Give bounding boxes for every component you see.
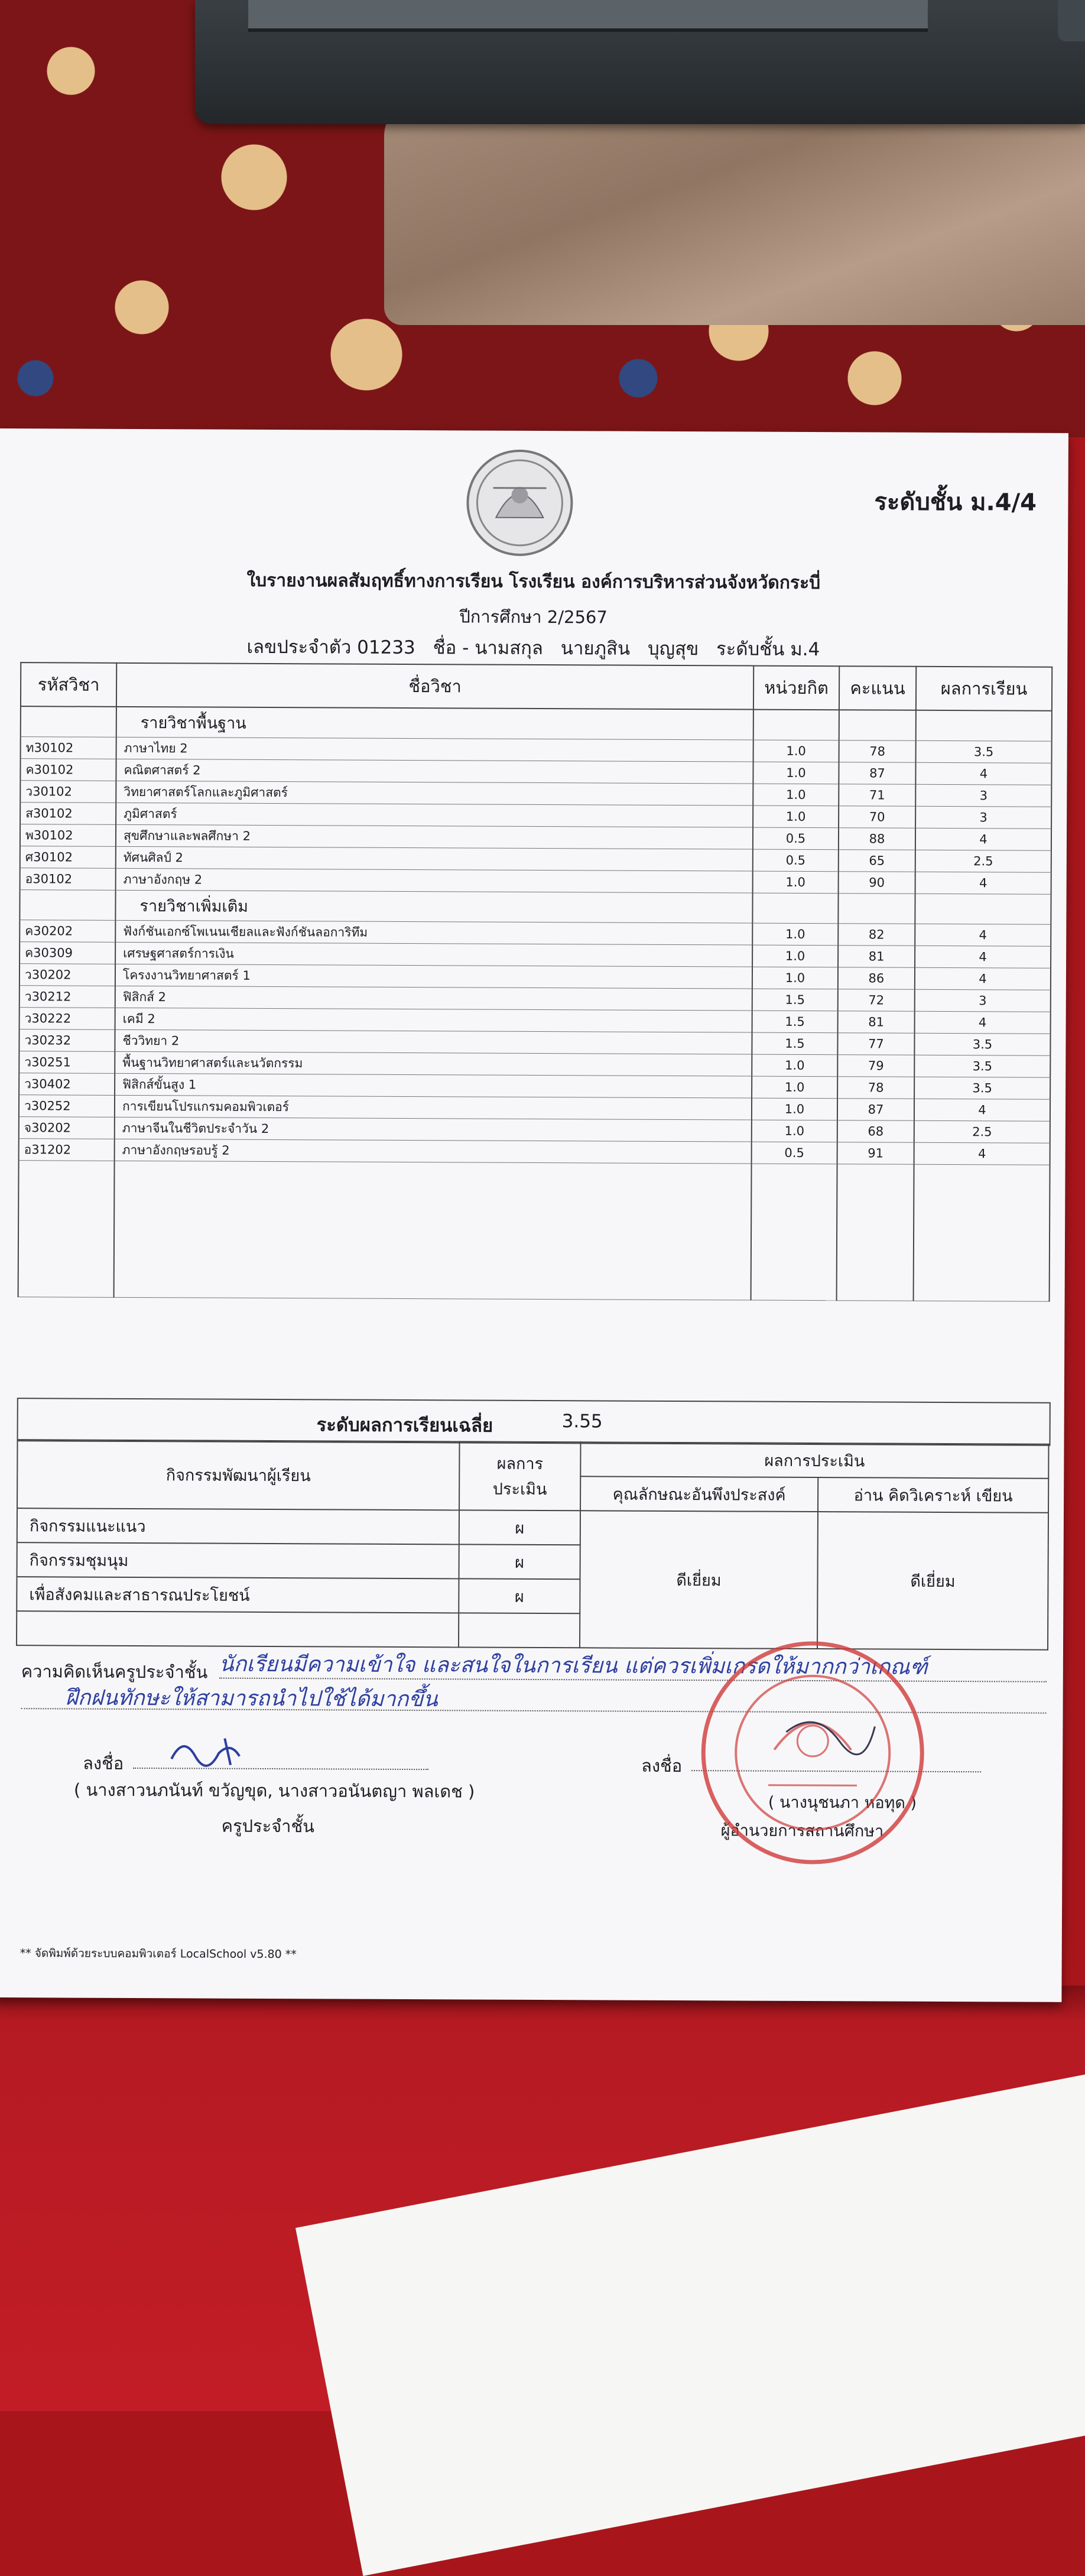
report-title: ใบรายงานผลสัมฤทธิ์ทางการเรียน โรงเรียน องค์การบริหารส่วนจังหวัดกระบี่ [246,570,821,594]
subject-credit: 1.5 [752,1032,837,1055]
subject-name: ภาษาไทย 2 [116,737,753,762]
report-card [0,428,1068,2002]
subject-credit: 1.0 [753,871,839,894]
subject-credit: 1.0 [752,1054,837,1077]
subject-name: โครงงานวิทยาศาสตร์ 1 [115,964,752,989]
subject-name: ทัศนศิลป์ 2 [116,846,753,871]
subject-name: คณิตศาสตร์ 2 [116,759,753,784]
subject-grade: 3 [915,806,1051,829]
subject-score: 91 [837,1142,914,1165]
subject-score: 90 [839,872,915,894]
subject-code: ว30212 [20,986,115,1008]
student-id: เลขประจำตัว 01233 [246,636,415,659]
subject-grade: 3 [915,784,1051,807]
gpa-value: 3.55 [561,1411,603,1432]
subject-score: 88 [839,828,915,850]
teacher-signature-icon [165,1729,260,1771]
gpa-label: ระดับผลการเรียนเฉลี่ย [316,1414,493,1437]
subject-grade: 3.5 [914,1033,1050,1055]
subject-score: 87 [837,1099,914,1121]
subject-score: 70 [839,806,915,829]
subject-code: อ30102 [20,868,116,891]
header-result: ผลการเรียน [916,667,1052,711]
subject-name: สุขศึกษาและพลศึกษา 2 [116,824,753,849]
subject-credit: 1.0 [753,762,839,784]
fabric-sack [384,100,1085,325]
name-label: ชื่อ - นามสกุล [433,637,544,660]
director-sign-label: ลงชื่อ [641,1755,683,1776]
subject-code: ว30232 [19,1029,115,1052]
remark-label: ความคิดเห็นครูประจำชั้น [21,1661,208,1682]
subject-score: 78 [837,1077,914,1099]
group-title: รายวิชาเพิ่มเติม [115,890,752,923]
reading-result: ดีเยี่ยม [817,1512,1048,1650]
teacher-role: ครูประจำชั้น [221,1815,315,1837]
subject-score: 72 [838,989,915,1012]
activity-header: กิจกรรมพัฒนาผู้เรียน [17,1440,459,1510]
subject-code: ค30102 [20,759,116,781]
subject-credit: 1.0 [752,1120,837,1142]
subject-credit: 1.5 [752,989,838,1011]
activity-eval-header: ผลการประเมิน [459,1441,581,1510]
subject-credit: 0.5 [753,827,839,850]
grades-header-row [21,662,1052,711]
header-code: รหัสวิชา [21,662,116,707]
subject-name: ภาษาจีนในชีวิตประจำวัน 2 [115,1117,752,1142]
remark-handwriting-line1: นักเรียนมีความเข้าใจ และสนใจในการเรียน แต่ควรเพิ่มเกรดให้มากกว่าเกณฑ์ [219,1652,928,1680]
subject-name: เศรษฐศาสตร์การเงิน [115,942,752,967]
reading-column-header: อ่าน คิดวิเคราะห์ เขียน [818,1477,1048,1513]
subject-name: ภูมิศาสตร์ [116,803,753,827]
subject-grade: 4 [915,872,1051,894]
subject-grade: 4 [915,924,1051,946]
subject-score: 68 [837,1120,914,1143]
subject-credit: 1.0 [752,923,838,946]
subject-score: 78 [839,740,916,763]
subject-score: 86 [838,967,915,990]
subject-name: วิทยาศาสตร์โลกและภูมิศาสตร์ [116,781,753,805]
subject-code: ว30102 [20,781,116,803]
trait-result: ดีเยี่ยม [580,1510,818,1649]
subject-score: 65 [839,850,915,872]
subject-score: 82 [838,924,915,946]
subject-code: ว30202 [20,964,115,986]
subject-name: ฟิสิกส์ขั้นสูง 1 [115,1073,752,1098]
activity-result: ผ [459,1544,580,1579]
subject-grade: 3.5 [914,1077,1050,1099]
subject-credit: 0.5 [752,1142,837,1164]
header-score: คะแนน [839,666,916,710]
school-emblem-icon [460,446,579,559]
subject-code: ว30252 [19,1095,115,1118]
student-surname: บุญสุข [647,638,699,660]
subject-code: ค30202 [20,920,115,943]
student-name: นายภูสิน [560,638,631,660]
student-level: ระดับชั้น ม.4 [716,638,820,661]
subject-code: ว30402 [19,1073,115,1096]
subject-name: การเขียนโปรแกรมคอมพิวเตอร์ [115,1095,752,1120]
director-name: ( นางนุชนภา หอทุด ) [768,1793,917,1812]
subject-score: 81 [838,946,915,968]
group-title: รายวิชาพื้นฐาน [116,707,753,740]
subject-grade: 4 [914,1142,1050,1165]
activities-table [16,1439,1050,1651]
student-info [0,631,1067,665]
subject-score: 87 [839,762,915,785]
empty-rows [18,1161,1050,1302]
subject-name: ฟิสิกส์ 2 [115,986,752,1011]
subject-name: พื้นฐานวิทยาศาสตร์และนวัตกรรม [115,1051,752,1076]
gpa-row [17,1398,1051,1446]
activity-name: เพื่อสังคมและสาธารณประโยชน์ [17,1577,459,1613]
subject-grade: 4 [915,762,1051,785]
academic-year: ปีการศึกษา 2/2567 [459,606,608,628]
subject-grade: 3.5 [916,740,1052,763]
group-row [20,890,1051,925]
subject-code: จ30202 [19,1117,115,1139]
subject-code: ว30251 [19,1051,115,1074]
group-row [21,706,1052,741]
subject-name: ภาษาอังกฤษ 2 [116,868,753,893]
subject-code: อ31202 [19,1139,115,1161]
subject-grade: 3 [915,989,1051,1012]
header-credit: หน่วยกิต [753,666,839,710]
subject-credit: 1.0 [753,805,839,828]
subject-code: ค30309 [20,942,115,964]
trait-column-header: คุณลักษณะอันพึงประสงค์ [580,1476,818,1512]
subject-credit: 1.0 [753,740,839,762]
subject-grade: 4 [914,1099,1050,1121]
subject-code: ส30102 [20,803,116,825]
subject-grade: 2.5 [914,1120,1050,1143]
subject-code: ศ30102 [20,846,116,869]
subject-name: ฟังก์ชันเอกซ์โพเนนเชียลและฟังก์ชันลอการิทึม [115,920,752,945]
school-stamp-icon [697,1637,928,1869]
laptop-edge [195,0,1085,124]
subject-credit: 1.0 [752,967,838,989]
subject-score: 81 [838,1011,915,1034]
subject-credit: 1.5 [752,1011,838,1033]
subject-score: 77 [837,1033,914,1055]
subject-score: 71 [839,784,915,807]
subject-grade: 2.5 [915,850,1051,872]
subject-credit: 1.0 [752,1098,837,1120]
subject-name: ภาษาอังกฤษรอบรู้ 2 [115,1139,752,1164]
activity-name: กิจกรรมแนะแนว [17,1508,459,1544]
subject-name: เคมี 2 [115,1008,752,1032]
header-name: ชื่อวิชา [116,663,753,710]
subject-grade: 3.5 [914,1055,1050,1077]
activity-name: กิจกรรมชุมนุม [17,1542,459,1578]
subject-score: 79 [837,1055,914,1077]
subject-code: พ30102 [20,824,116,847]
teacher-names: ( นางสาวนภนันท์ ขวัญขุด, นางสาวอนันตญา พลเดช ) [73,1779,475,1802]
subject-code: ท30102 [21,737,116,759]
class-level-corner: ระดับชั้น ม.4/4 [874,488,1037,517]
activity-result: ผ [459,1510,580,1545]
subject-credit: 1.0 [752,1076,837,1099]
subject-code: ว30222 [20,1008,115,1030]
subject-name: ชีววิทยา 2 [115,1029,752,1054]
director-role: ผู้อำนวยการสถานศึกษา [720,1821,884,1841]
trait-eval-header: ผลการประเมิน [580,1442,1048,1478]
subject-grade: 4 [915,1011,1051,1034]
subject-credit: 1.0 [753,784,839,806]
subject-credit: 1.0 [752,945,838,967]
subject-credit: 0.5 [753,849,839,872]
teacher-sign-label: ลงชื่อ [83,1753,124,1773]
activity-result: ผ [459,1578,580,1613]
grades-table [18,662,1053,1302]
print-footer: ** จัดพิมพ์ด้วยระบบคอมพิวเตอร์ LocalSchool v5.80 ** [20,1947,297,1961]
subject-grade: 4 [915,946,1051,968]
subject-grade: 4 [915,967,1051,990]
remark-handwriting-line2: ฝึกฝนทักษะให้สามารถนำไปใช้ได้มากขึ้น [65,1685,438,1712]
subject-grade: 4 [915,828,1051,850]
